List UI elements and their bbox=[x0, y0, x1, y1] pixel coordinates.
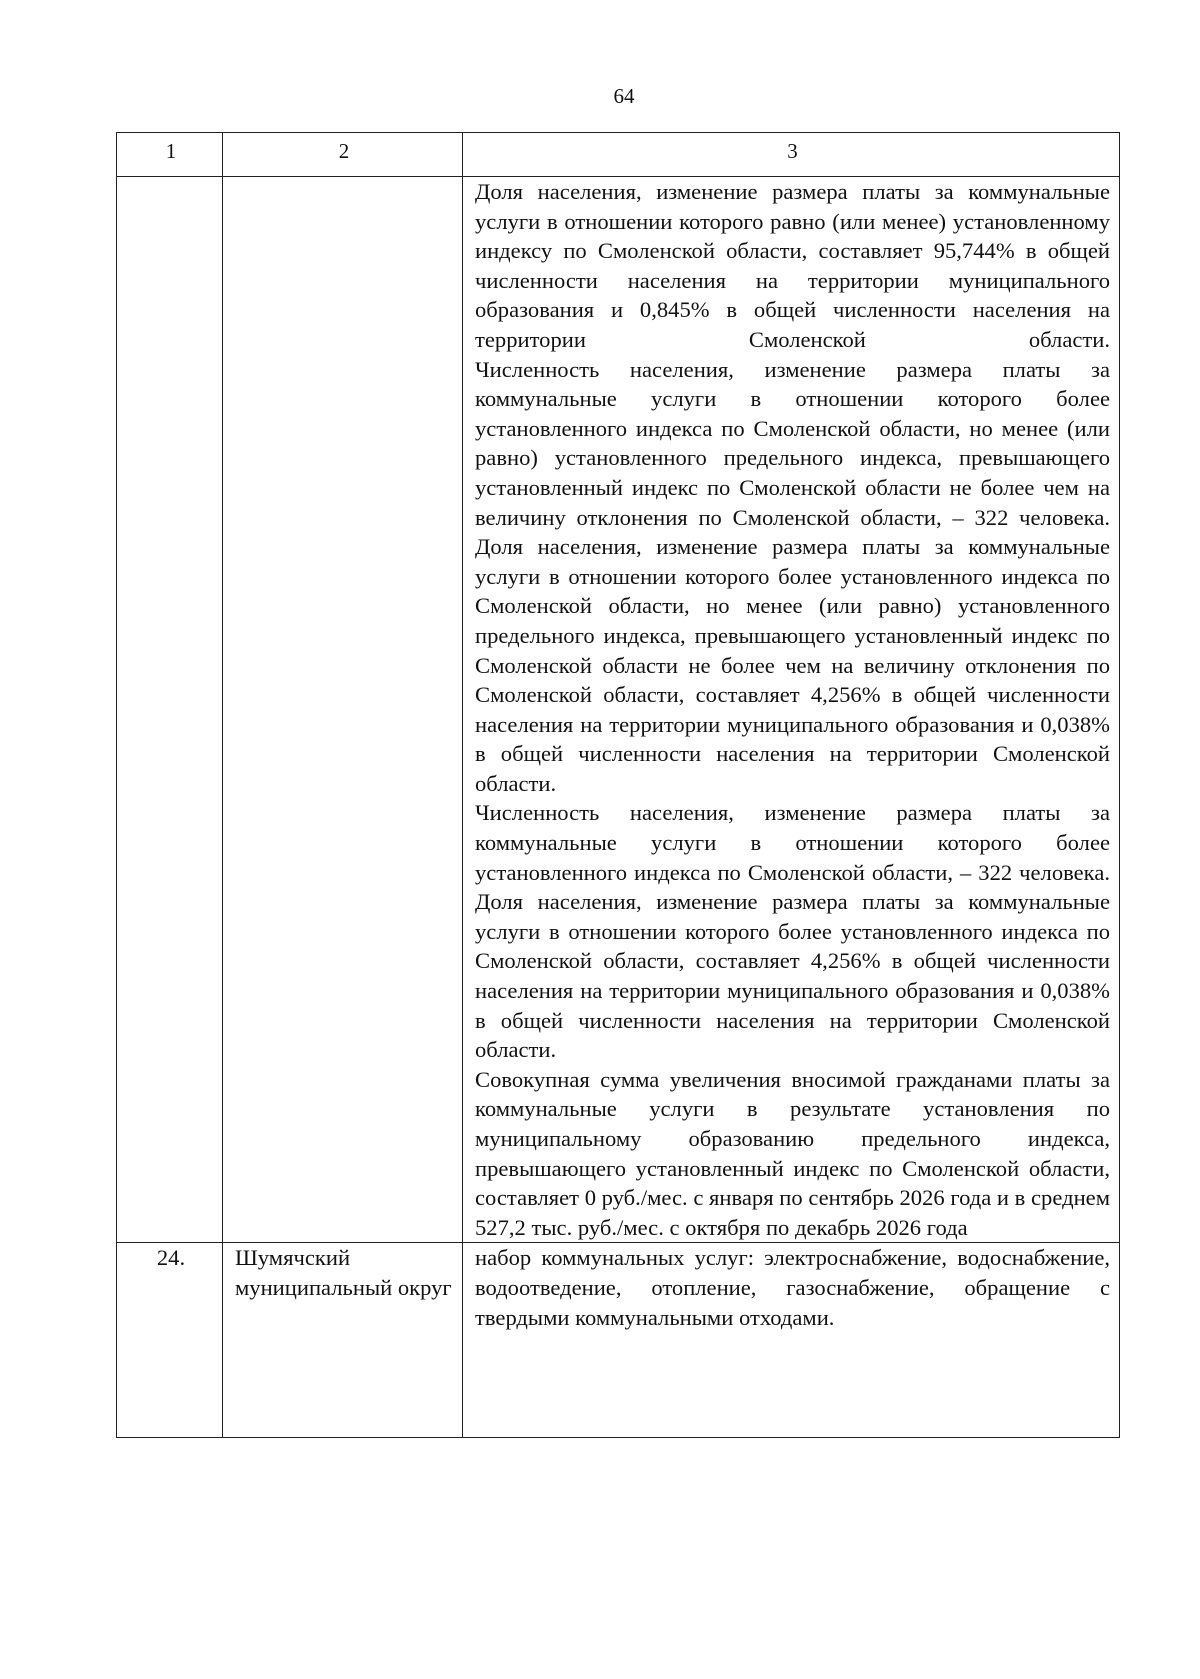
page-number: 64 bbox=[613, 84, 635, 108]
paragraph-count-above-index-within-limit: Численность населения, изменение размера платы за коммунальные услуги в отношении которого более установленного индекса по Смоленской области, но менее (или равно) установленного предельного индекса, превышающего установленный индекс по Смоленской области не более чем на величину отклонения по Смоленской области, – 322 человека. bbox=[475, 356, 1110, 530]
paragraph-total-increase: Совокупная сумма увеличения вносимой гражданами платы за коммунальные услуги в результате установления по муниципальному образованию предельного индекса, превышающего установленный индекс по Смоленской области, составляет 0 руб./мес. с января по сентябрь 2026 года и в среднем 527,2 тыс. руб./мес. с октября по декабрь 2026 года bbox=[475, 1066, 1110, 1240]
row-number: 24. bbox=[117, 1243, 223, 1438]
header-col-3: 3 bbox=[463, 133, 1120, 177]
index-table bbox=[116, 132, 1120, 1438]
table-header-row bbox=[117, 133, 1120, 177]
cell-number-empty bbox=[117, 177, 223, 1243]
table-row-24 bbox=[117, 1243, 1120, 1438]
paragraph-count-above-index: Численность населения, изменение размера платы за коммунальные услуги в отношении которого более установленного индекса по Смоленской области, – 322 человека. bbox=[475, 800, 1110, 885]
paragraph-share-equal-index: Доля населения, изменение размера платы за коммунальные услуги в отношении которого равно (или менее) установленному индексу по Смоленской области, составляет 95,744% в общей численности населения на территории муниципального образования и 0,845% в общей численности населения на территории Смоленской области. bbox=[475, 179, 1110, 352]
paragraph-share-above-index: Доля населения, изменение размера платы за коммунальные услуги в отношении которого более установленного индекса по Смоленской области, составляет 4,256% в общей численности населения на территории муниципального образования и 0,038% в общей численности населения на территории Смоленской области. bbox=[475, 889, 1110, 1063]
paragraph-share-above-index-within-limit: Доля населения, изменение размера платы за коммунальные услуги в отношении которого более установленного индекса по Смоленской области, но менее (или равно) установленного предельного индекса, превышающего установленный индекс по Смоленской области не более чем на величину отклонения по Смоленской области, составляет 4,256% в общей численности населения на территории муниципального образования и 0,038% в общей численности населения на территории Смоленской области. bbox=[475, 534, 1110, 796]
header-col-2: 2 bbox=[223, 133, 463, 177]
cell-description bbox=[463, 177, 1120, 1243]
cell-municipality-empty bbox=[223, 177, 463, 1243]
header-col-1: 1 bbox=[117, 133, 223, 177]
services-set bbox=[463, 1243, 1120, 1438]
municipality-name: Шумячский муниципальный округ bbox=[223, 1243, 463, 1438]
services-text: набор коммунальных услуг: электроснабжение, водоснабжение, водоотведение, отопление, газоснабжение, обращение с твердыми коммунальными отходами. bbox=[475, 1245, 1110, 1330]
table-row-continued bbox=[117, 177, 1120, 1243]
